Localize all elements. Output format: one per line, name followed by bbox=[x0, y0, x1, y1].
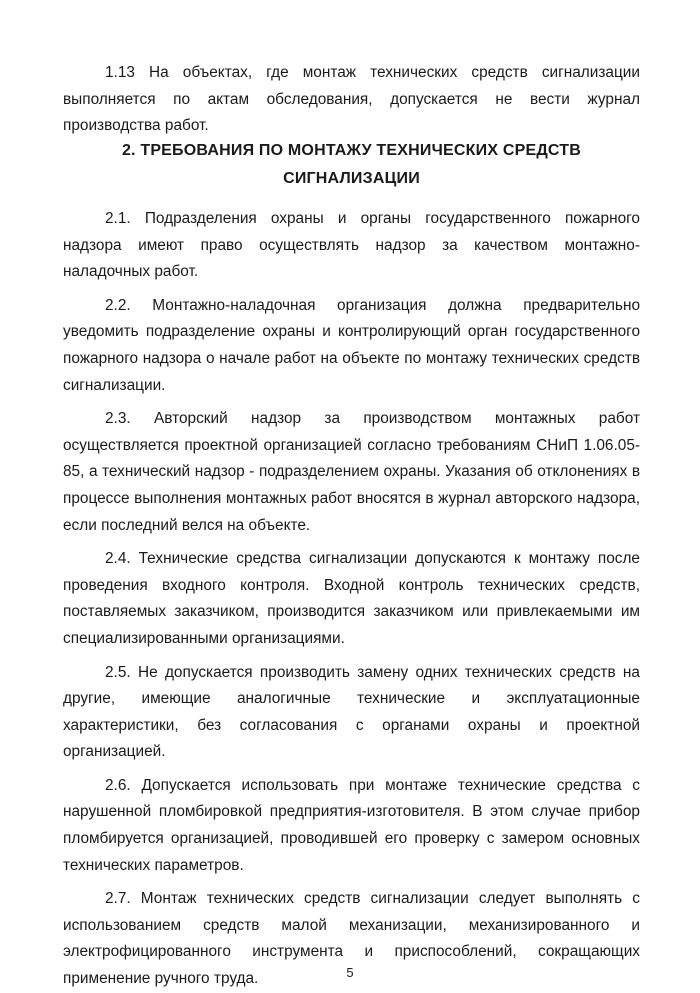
section-heading bbox=[63, 137, 640, 193]
section-heading-line-2: СИГНАЛИЗАЦИИ bbox=[283, 170, 420, 187]
paragraph-2-3: 2.3. Авторский надзор за производством монтажных работ осуществляется проектной организацией согласно требованиям СНиП 1.06.05-85, а технический надзор - подразделением охраны. Указания об отклонениях в процессе выполнения монтажных работ вносятся в журнал авторского надзора, если последний велся на объекте. bbox=[63, 410, 640, 534]
section-body bbox=[63, 206, 640, 993]
paragraph-2-5: 2.5. Не допускается производить замену одних технических средств на другие, имеющие аналогичные технические и эксплуатационные характеристики, без согласования с органами охраны и проектной организацией. bbox=[63, 663, 640, 761]
paragraph-2-4: 2.4. Технические средства сигнализации допускаются к монтажу после проведения входного контроля. Входной контроль технических средств, поставляемых заказчиком, производится заказчиком или привлекаемыми им специализированными организациями. bbox=[63, 550, 640, 647]
paragraph-2-1: 2.1. Подразделения охраны и органы государственного пожарного надзора имеют право осуществлять надзор за качеством монтажно-наладочных работ. bbox=[63, 210, 640, 281]
paragraph-2-2: 2.2. Монтажно-наладочная организация должна предварительно уведомить подразделение охраны и контролирующий орган государственного пожарного надзора о начале работ на объекте по монтажу технических средств сигнализации. bbox=[63, 296, 640, 394]
paragraph-1-13: 1.13 На объектах, где монтаж технических средств сигнализации выполняется по актам обследования, допускается не вести журнал производства работ. bbox=[63, 64, 640, 135]
paragraph-2-6: 2.6. Допускается использовать при монтаже технические средства с нарушенной пломбировкой предприятия-изготовителя. В этом случае прибор пломбируется организацией, проводившей его проверку с замером основных технических параметров. bbox=[63, 776, 640, 874]
paragraph-2-7: 2.7. Монтаж технических средств сигнализации следует выполнять с использованием средств малой механизации, механизированного и электрофицированного инструмента и приспособлений, сокращающих применение ручного труда. bbox=[63, 890, 640, 988]
page-number: 5 bbox=[346, 965, 354, 980]
intro-block bbox=[63, 60, 640, 140]
section-heading-line-1: 2. ТРЕБОВАНИЯ ПО МОНТАЖУ ТЕХНИЧЕСКИХ СРЕДСТВ bbox=[121, 142, 582, 159]
